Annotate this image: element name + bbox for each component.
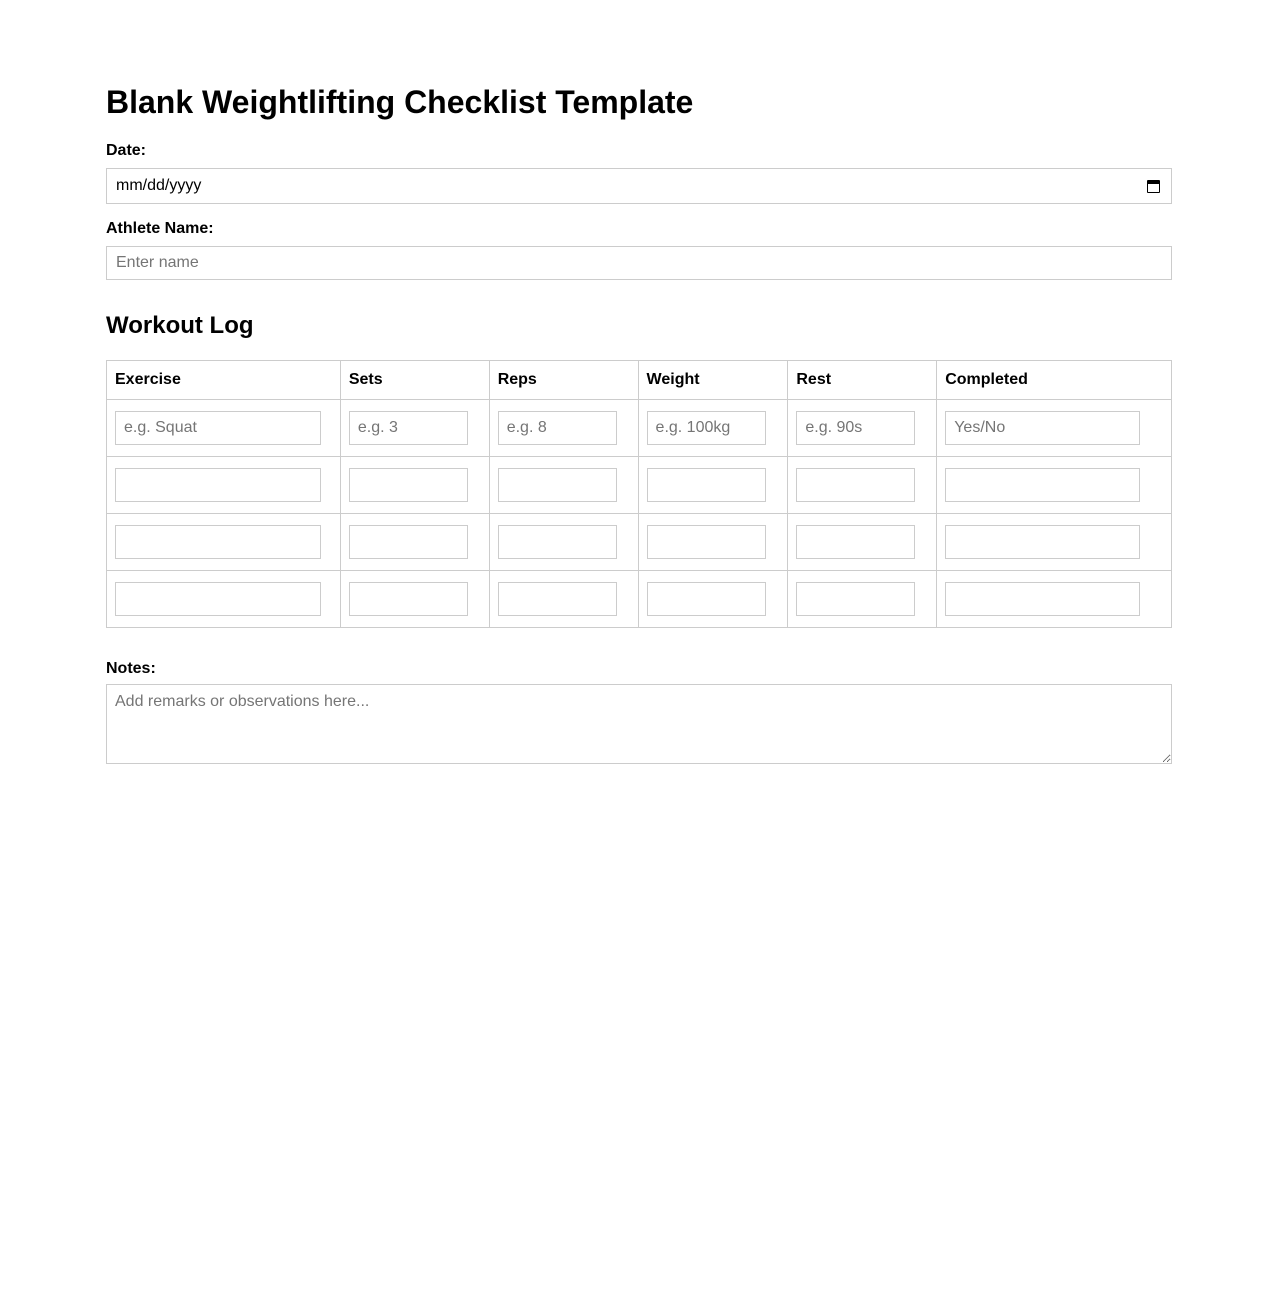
rest-input[interactable]: [796, 468, 915, 502]
completed-input[interactable]: [945, 525, 1140, 559]
date-input[interactable]: [106, 168, 1172, 204]
date-value: mm/dd/yyyy: [116, 177, 202, 194]
exercise-input[interactable]: [115, 582, 321, 616]
table-row: [107, 514, 1172, 571]
weight-input[interactable]: [647, 525, 766, 559]
column-header-sets: Sets: [340, 361, 489, 400]
rest-input[interactable]: [796, 582, 915, 616]
reps-input[interactable]: [498, 468, 617, 502]
sets-input[interactable]: [349, 468, 468, 502]
table-row: [107, 571, 1172, 628]
column-header-rest: Rest: [788, 361, 937, 400]
exercise-input[interactable]: [115, 525, 321, 559]
sets-input[interactable]: [349, 525, 468, 559]
table-header-row: [107, 361, 1172, 400]
sets-input[interactable]: [349, 582, 468, 616]
workout-log-heading: Workout Log: [106, 312, 254, 339]
rest-input[interactable]: [796, 525, 915, 559]
notes-label: Notes:: [106, 660, 156, 677]
completed-input[interactable]: [945, 582, 1140, 616]
workout-log-table: [106, 360, 1172, 628]
weight-input[interactable]: [647, 411, 766, 445]
completed-input[interactable]: [945, 411, 1140, 445]
exercise-input[interactable]: [115, 468, 321, 502]
athlete-name-label: Athlete Name:: [106, 220, 214, 237]
notes-textarea[interactable]: [106, 684, 1172, 764]
column-header-exercise: Exercise: [107, 361, 341, 400]
athlete-name-input[interactable]: [106, 246, 1172, 280]
column-header-weight: Weight: [638, 361, 788, 400]
table-row: [107, 457, 1172, 514]
rest-input[interactable]: [796, 411, 915, 445]
weight-input[interactable]: [647, 468, 766, 502]
sets-input[interactable]: [349, 411, 468, 445]
date-label: Date:: [106, 142, 147, 159]
reps-input[interactable]: [498, 525, 617, 559]
reps-input[interactable]: [498, 411, 617, 445]
weight-input[interactable]: [647, 582, 766, 616]
calendar-icon[interactable]: [1147, 180, 1160, 193]
column-header-completed: Completed: [937, 361, 1172, 400]
page-title: Blank Weightlifting Checklist Template: [106, 84, 694, 120]
completed-input[interactable]: [945, 468, 1140, 502]
reps-input[interactable]: [498, 582, 617, 616]
exercise-input[interactable]: [115, 411, 321, 445]
table-row: [107, 400, 1172, 457]
column-header-reps: Reps: [489, 361, 638, 400]
